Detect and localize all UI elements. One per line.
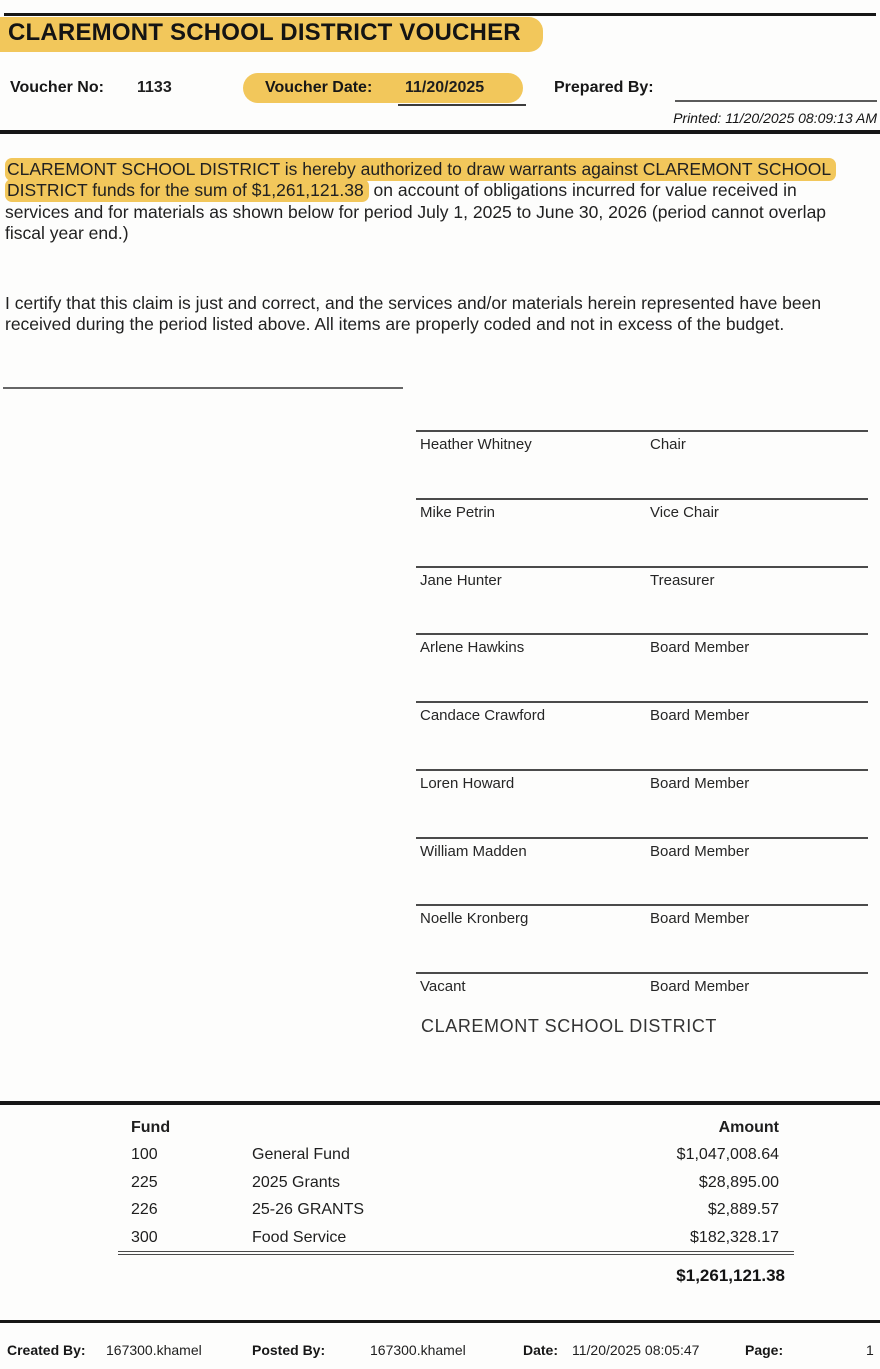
signature-row (416, 430, 868, 498)
created-by-value: 167300.khamel (106, 1342, 202, 1358)
voucher-no-label: Voucher No: (10, 79, 104, 96)
fund-code: 100 (131, 1146, 158, 1163)
header-rule (0, 130, 880, 134)
fund-amount: $1,047,008.64 (676, 1146, 779, 1163)
page-label: Page: (745, 1342, 784, 1358)
signer-title: Board Member (650, 707, 750, 724)
footer-rule (0, 1320, 880, 1323)
fund-table-rows (0, 1146, 880, 1256)
signer-name: Vacant (420, 978, 466, 995)
fund-table-top-rule (0, 1101, 880, 1105)
fund-table-row (0, 1174, 880, 1202)
signer-title: Chair (650, 436, 686, 453)
voucher-total-amount: $1,261,121.38 (676, 1266, 785, 1285)
page-title-highlight (0, 17, 543, 52)
signer-title: Vice Chair (650, 503, 719, 521)
fund-name: General Fund (252, 1146, 350, 1163)
voucher-date-label: Voucher Date: (265, 79, 373, 96)
signer-name: Loren Howard (420, 774, 515, 792)
signer-name: Noelle Kronberg (420, 910, 529, 928)
fund-code: 225 (131, 1173, 158, 1191)
fund-name: Food Service (252, 1228, 347, 1246)
signer-title: Board Member (650, 978, 750, 995)
page-number: 1 (866, 1342, 874, 1358)
signature-row (416, 904, 868, 972)
fund-code: 226 (131, 1201, 158, 1219)
signature-row (416, 769, 868, 837)
voucher-date-highlight (243, 73, 523, 103)
signature-block (416, 430, 868, 1040)
signer-name: Jane Hunter (420, 571, 502, 589)
voucher-date-underline (398, 104, 526, 106)
footer-bar (0, 1342, 880, 1362)
amount-column-header: Amount (718, 1119, 779, 1136)
prepared-by-label: Prepared By: (554, 79, 654, 96)
signer-name: William Madden (420, 842, 527, 860)
fund-amount: $2,889.57 (707, 1201, 779, 1219)
fund-name: 2025 Grants (252, 1173, 341, 1191)
signer-title: Board Member (650, 842, 750, 860)
signature-row (416, 566, 868, 634)
fund-column-header: Fund (131, 1119, 171, 1136)
signature-row (416, 701, 868, 769)
certification-paragraph: I certify that this claim is just and correct, and the services and/or materials herein represented have been received during the period listed above. All items are properly coded and not in excess of the budget. (5, 292, 822, 334)
top-rule (4, 13, 876, 16)
fund-table-row (0, 1201, 880, 1229)
authorization-paragraph (5, 159, 850, 245)
signature-row (416, 498, 868, 566)
signer-name: Arlene Hawkins (420, 639, 525, 657)
certifier-signature-line (3, 387, 403, 389)
signer-name: Heather Whitney (420, 436, 532, 453)
voucher-date-value: 11/20/2025 (405, 79, 485, 96)
signer-title: Board Member (650, 774, 750, 792)
authorization-highlighted-text: CLAREMONT SCHOOL DISTRICT is hereby authorized to draw warrants against CLAREMONT SCHOOL DISTRICT funds for the sum of $1,261,121.38 (5, 158, 836, 203)
signer-title: Board Member (650, 639, 750, 657)
posted-by-value: 167300.khamel (370, 1342, 466, 1358)
page-title: CLAREMONT SCHOOL DISTRICT VOUCHER (0, 17, 543, 52)
fund-code: 300 (131, 1228, 158, 1246)
fund-table-row (0, 1146, 880, 1174)
district-name: CLAREMONT SCHOOL DISTRICT (421, 1016, 718, 1036)
signer-title: Treasurer (650, 571, 715, 589)
signature-row (416, 633, 868, 701)
printed-timestamp: Printed: 11/20/2025 08:09:13 AM (673, 110, 877, 126)
created-by-label: Created By: (7, 1342, 86, 1358)
footer-date-label: Date: (523, 1342, 559, 1358)
fund-name: 25-26 GRANTS (252, 1201, 365, 1219)
posted-by-label: Posted By: (252, 1342, 326, 1358)
footer-date-value: 11/20/2025 08:05:47 (572, 1342, 700, 1358)
signer-title: Board Member (650, 910, 750, 928)
signer-name: Mike Petrin (420, 503, 496, 521)
prepared-by-signature-line (675, 100, 877, 102)
fund-amount: $182,328.17 (690, 1228, 779, 1246)
total-double-rule (118, 1251, 794, 1255)
signature-row (416, 837, 868, 905)
signer-name: Candace Crawford (420, 707, 546, 724)
fund-amount: $28,895.00 (698, 1173, 779, 1191)
authorization-rest-text: on account of obligations incurred for value received in services and for materials as shown below for period July 1, 2025 to June 30, 2026 (period cannot overlap fiscal year end.) (5, 180, 827, 243)
fund-table-header (0, 1119, 880, 1143)
voucher-no-value: 1133 (137, 79, 172, 96)
